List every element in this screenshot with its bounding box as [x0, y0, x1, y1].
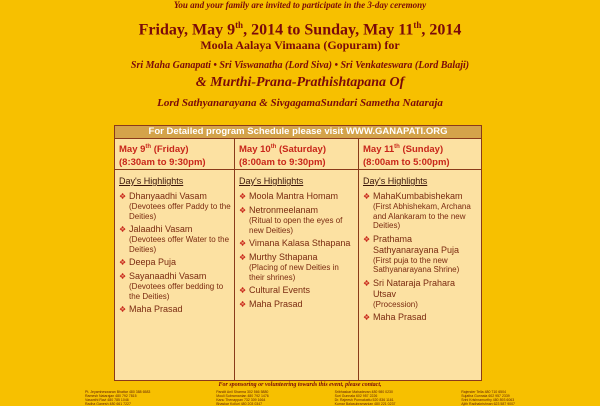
bullet-icon: ❖ — [119, 258, 127, 267]
bullet-icon: ❖ — [363, 192, 371, 201]
contact-entry: Bhaskar Kolluri 480 203 0347 — [216, 402, 263, 406]
sunday-highlights — [359, 170, 481, 380]
item-note: (Devotees offer Paddy to the Deities) — [129, 202, 231, 221]
list-item — [239, 252, 355, 282]
contact-column — [461, 390, 515, 406]
day-header-saturday — [235, 139, 359, 169]
highlights-label: Day's Highlights — [239, 176, 304, 186]
bullet-icon: ❖ — [119, 305, 127, 314]
list-item — [119, 257, 231, 268]
day-title: May 9 — [119, 144, 146, 156]
list-item — [363, 191, 478, 231]
bullet-icon: ❖ — [119, 192, 127, 201]
day-suffix: th — [145, 144, 152, 150]
contact-entry: Dr. Rajeesh Punnakattu 520 836 1161 — [334, 398, 394, 402]
highlights-row — [115, 170, 481, 380]
contact-entry: Suri Gunnala 602 957 2226 — [334, 394, 378, 398]
schedule-website-banner[interactable]: For Detailed program Schedule please visit WWW.GANAPATI.ORG — [115, 126, 481, 139]
contact-entry: Ramesh Natarajan 480 792 7815 — [85, 394, 137, 398]
bullet-icon: ❖ — [363, 234, 371, 244]
bullet-icon: ❖ — [239, 239, 247, 248]
item-note: (Placing of new Deities in their shrines) — [249, 263, 339, 282]
day-title: May 10 — [239, 144, 271, 156]
item-name: Dhanyaadhi Vasam — [129, 191, 207, 201]
bullet-icon: ❖ — [239, 206, 247, 215]
item-name: Murthy Sthapana — [249, 252, 318, 262]
date-start-suffix: th — [235, 20, 244, 30]
list-item — [239, 191, 355, 202]
contact-column — [216, 390, 269, 406]
day-header-sunday — [359, 139, 481, 169]
deities-line: Sri Maha Ganapati • Sri Viswanatha (Lord Siva) • Sri Venkateswara (Lord Balaji) — [130, 60, 470, 71]
date-start: Friday, May 9 — [138, 21, 236, 39]
date-end: , 2014 — [421, 21, 462, 39]
bullet-icon: ❖ — [239, 192, 247, 201]
item-name: Maha Prasad — [129, 304, 183, 314]
item-note: (First Abhishekam, Archana and Alankaram to the new Deities) — [373, 202, 471, 230]
day-weekday: (Sunday) — [399, 144, 444, 156]
item-name: Cultural Events — [249, 285, 311, 295]
list-item — [239, 285, 355, 296]
item-name: Maha Prasad — [249, 299, 303, 309]
highlights-label: Day's Highlights — [363, 176, 428, 186]
day-weekday: (Saturday) — [276, 144, 326, 156]
contact-entry: Ajith Radhakrishnan 623 587 9007 — [461, 402, 515, 406]
item-name: Sri Nataraja Prahara Utsav — [373, 277, 456, 299]
item-note: (Procession) — [373, 299, 418, 309]
saturday-highlights — [235, 170, 359, 380]
contact-entry: Pandit Anil Sharma 302 566 5880 — [216, 390, 269, 394]
list-item — [119, 224, 231, 254]
bullet-icon: ❖ — [119, 225, 127, 234]
day-time: (8:30am to 9:30pm) — [119, 157, 206, 169]
list-item — [239, 299, 355, 310]
event-dates — [0, 15, 600, 40]
contact-entry: Pt. Jeyamheswaran Bhattar 480 388 6583 — [85, 390, 151, 394]
day-time: (8:00am to 5:00pm) — [363, 157, 450, 169]
list-item — [363, 278, 478, 310]
date-middle: , 2014 to Sunday, May 11 — [243, 21, 414, 39]
bullet-icon: ❖ — [119, 272, 127, 281]
bullet-icon: ❖ — [239, 286, 247, 295]
lord-line: Lord Sathyanarayana & SivgagamaSundari Sametha Nataraja — [157, 97, 443, 109]
contact-entry: Sujatha Gunnala 602 957 2339 — [461, 394, 510, 398]
day-suffix: th — [394, 144, 400, 150]
contact-entry: Rajender Tella 480 710 6504 — [461, 390, 506, 394]
contact-entry: Kanu Thenappan 732 309 1664 — [216, 398, 266, 402]
highlights-label: Day's Highlights — [119, 176, 184, 186]
schedule-table — [114, 125, 482, 381]
list-item — [239, 238, 355, 249]
contact-entry: Srini Krishnamurthy 480 893 6063 — [461, 398, 515, 402]
sponsor-contact-title: For sponsoring or volunteering towards this event, please contact, — [218, 382, 382, 388]
item-note: (Devotees offer bedding to the Deities) — [129, 282, 224, 301]
item-name: Netronmeelanam — [249, 205, 319, 215]
day-time: (8:00am to 9:30pm) — [239, 157, 326, 169]
list-item — [119, 191, 231, 221]
day-header-row — [115, 139, 481, 170]
item-name: Vimana Kalasa Sthapana — [249, 238, 351, 248]
bullet-icon: ❖ — [239, 300, 247, 309]
contact-entry: Mouli Subramanian 480 792 1476 — [216, 394, 269, 398]
item-name: MahaKumbabishekam — [373, 191, 463, 201]
item-name: Sayanaadhi Vasam — [129, 271, 207, 281]
item-note: (Ritual to open the eyes of new Deities) — [249, 216, 343, 235]
item-name: Moola Mantra Homam — [249, 191, 339, 201]
murthi-line: & Murthi-Prana-Prathishtapana Of — [195, 75, 405, 90]
contact-column — [335, 390, 396, 406]
contact-list — [85, 390, 515, 406]
list-item — [239, 205, 355, 235]
day-weekday: (Friday) — [151, 144, 189, 156]
moola-line: Moola Aalaya Vimaana (Gopuram) for — [200, 38, 400, 52]
item-name: Deepa Puja — [129, 257, 177, 267]
contact-column — [85, 390, 150, 406]
friday-highlights — [115, 170, 235, 380]
day-title: May 11 — [363, 144, 395, 156]
item-name: Prathama Sathyanarayana Puja — [373, 233, 460, 255]
list-item — [363, 234, 478, 275]
list-item — [363, 312, 478, 323]
invitation-line: You and your family are invited to participate in the 3-day ceremony — [173, 0, 427, 10]
day-suffix: th — [270, 144, 277, 150]
list-item — [119, 271, 231, 301]
list-item — [119, 304, 231, 315]
bullet-icon: ❖ — [363, 278, 371, 288]
item-name: Jalaadhi Vasam — [129, 224, 193, 234]
bullet-icon: ❖ — [363, 313, 371, 322]
contact-entry: Kumar Balasubramanian 480 221 0237 — [334, 402, 396, 406]
contact-entry: Vasanthi Ravi 480 785 1046 — [85, 398, 129, 402]
contact-entry: Radha Ganesh 480 661 7227 — [85, 402, 131, 406]
day-header-friday — [115, 139, 235, 169]
bullet-icon: ❖ — [239, 253, 247, 262]
item-name: Maha Prasad — [373, 312, 427, 322]
item-note: (First puja to the new Sathyanarayana Shrine) — [373, 255, 460, 274]
date-end-suffix: th — [413, 20, 422, 30]
item-note: (Devotees offer Water to the Deities) — [129, 235, 230, 254]
contact-entry: Sribhaskar Mahadevan 480 980 0230 — [334, 390, 393, 394]
